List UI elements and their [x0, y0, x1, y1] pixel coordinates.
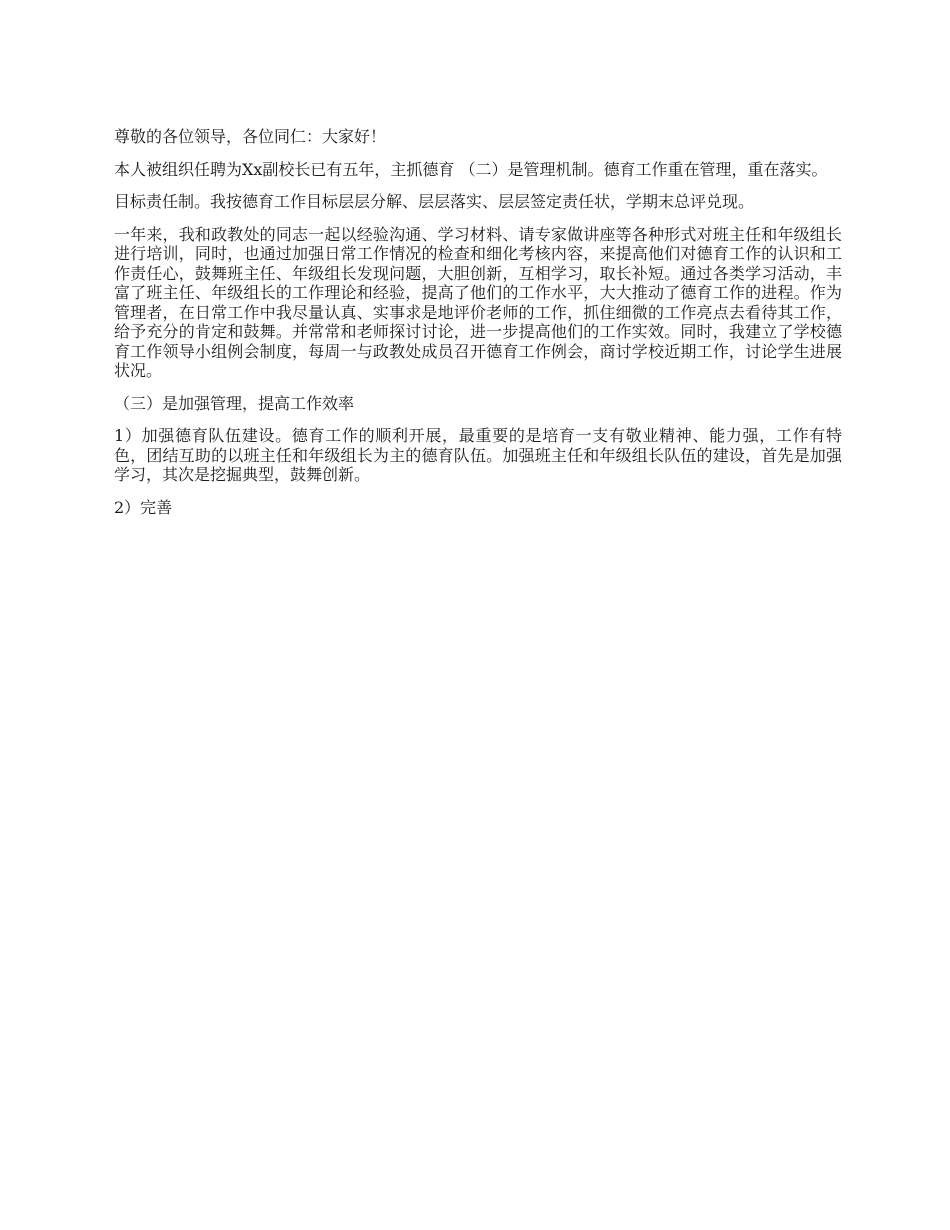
team-building-paragraph: 1）加强德育队伍建设。德育工作的顺利开展，最重要的是培育一支有敬业精神、能力强，工作有特色，团结互助的以班主任和年级组长为主的德育队伍。加强班主任和年级组长队伍的建设，首先是加强学习，其次是挖掘典型，鼓舞创新。 [114, 426, 842, 484]
document-body [114, 127, 842, 530]
section-heading: （三）是加强管理，提高工作效率 [114, 393, 355, 413]
improvement-paragraph: 2）完善 [114, 497, 173, 517]
responsibility-paragraph: 目标责任制。我按德育工作目标层层分解、层层落实、层层签定责任状，学期末总评兑现。 [114, 192, 755, 211]
greeting-paragraph: 尊敬的各位领导，各位同仁：大家好！ [114, 127, 387, 146]
training-paragraph: 一年来，我和政教处的同志一起以经验沟通、学习材料、请专家做讲座等各种形式对班主任和年级组长进行培训，同时，也通过加强日常工作情况的检查和细化考核内容，来提高他们对德育工作的认识和工作责任心，鼓舞班主任、年级组长发现问题，大胆创新，互相学习，取长补短。通过各类学习活动，丰富了班主任、年级组长的工作理论和经验，提高了他们的工作水平，大大推动了德育工作的进程。作为管理者，在日常工作中我尽量认真、实事求是地评价老师的工作，抓住细微的工作亮点去看待其工作，给予充分的肯定和鼓舞。并常常和老师探讨讨论，进一步提高他们的工作实效。同时，我建立了学校德育工作领导小组例会制度，每周一与政教处成员召开德育工作例会，商讨学校近期工作，讨论学生进展状况。 [114, 224, 842, 380]
intro-paragraph: 本人被组织任聘为Xx副校长已有五年，主抓德育 （二）是管理机制。德育工作重在管理，重在落实。 [114, 159, 828, 179]
